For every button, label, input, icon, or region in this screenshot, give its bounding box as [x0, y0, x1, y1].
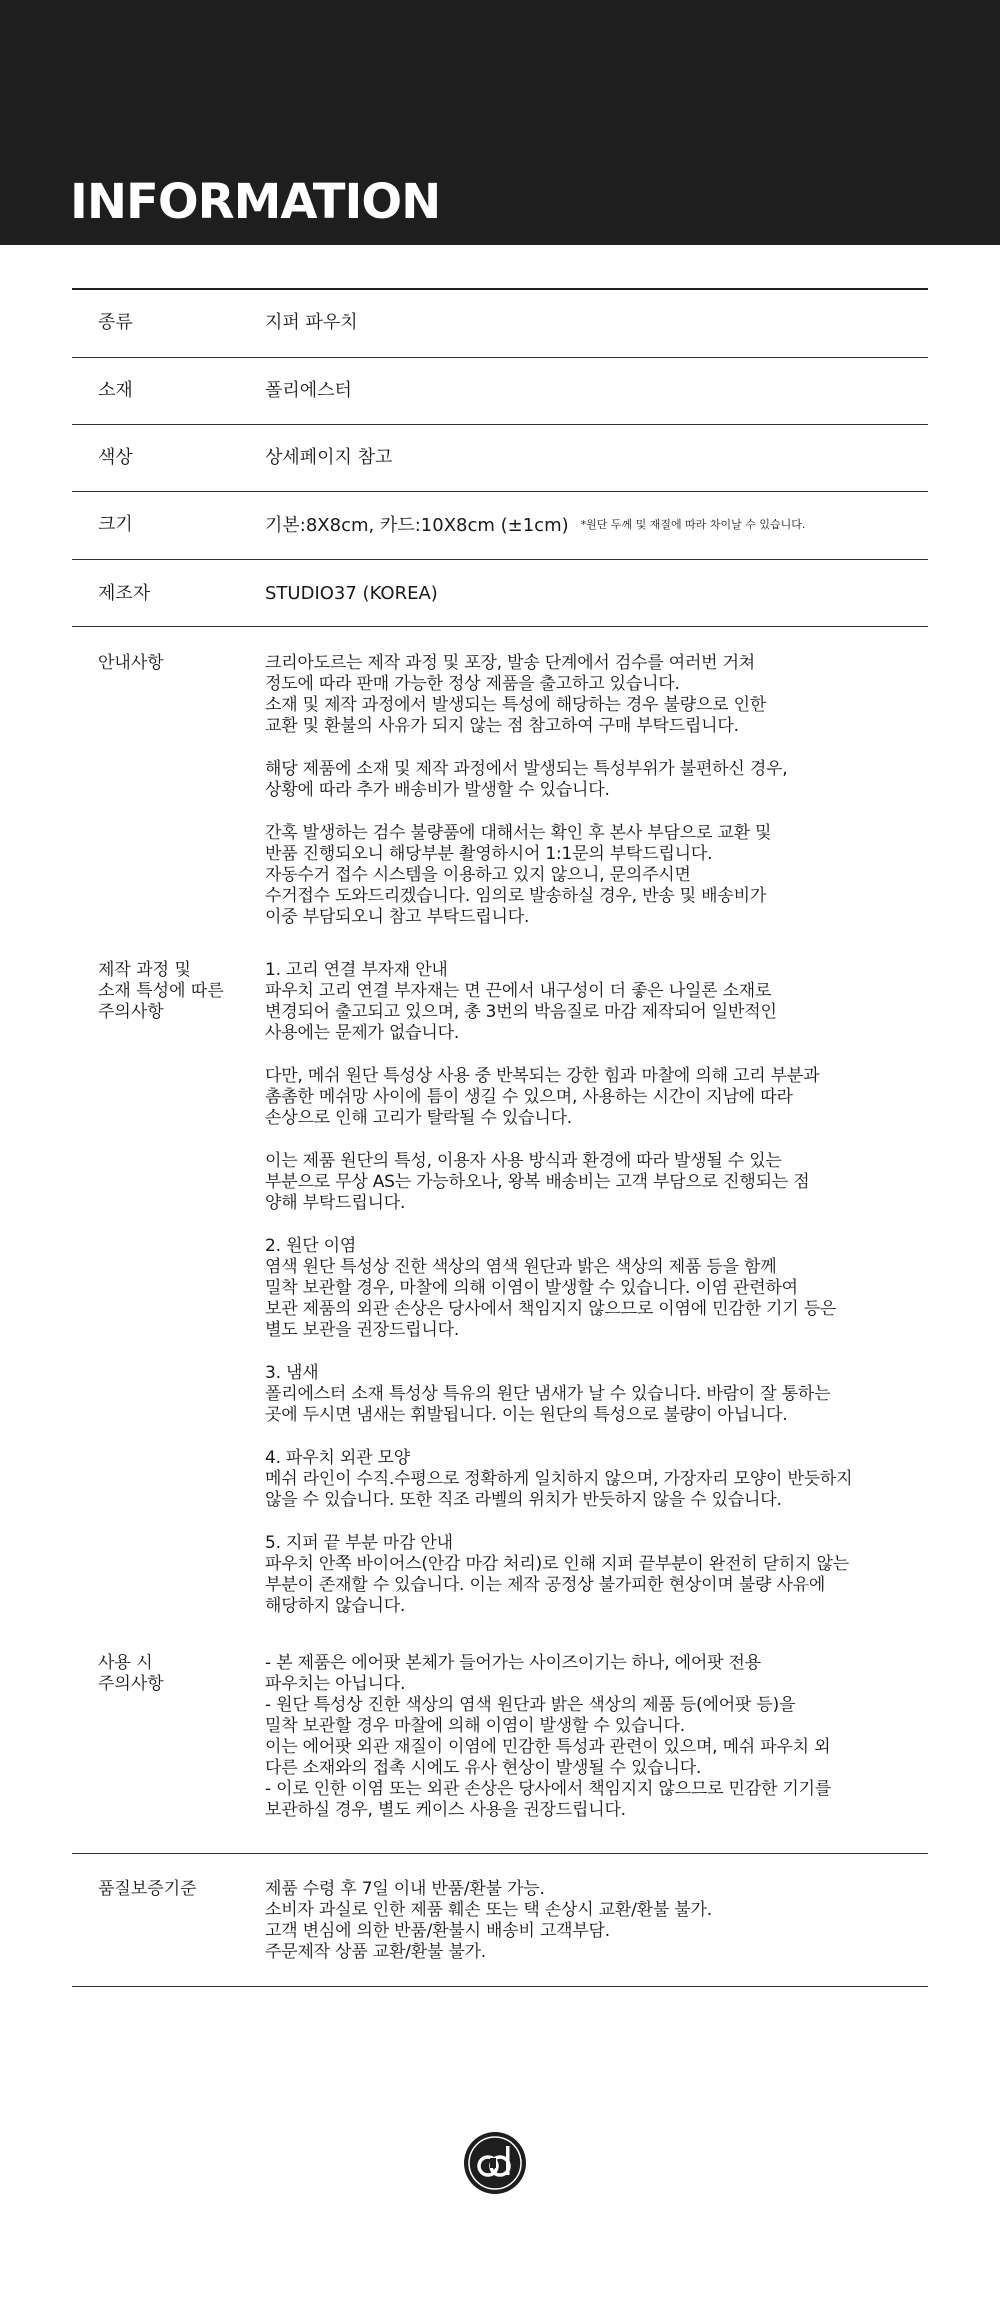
caution-paragraph: 2. 원단 이염 염색 원단 특성상 진한 색상의 염색 원단과 밝은 색상의 제품 등을 함께 밀착 보관할 경우, 마찰에 의해 이염이 발생할 수 있습니다. 이염 관련하여 보관 제품의 외관 손상은 당사에서 책임지지 않으므로 이염에 민감한 기기 등은 별도 보관을 권장드립니다.	[265, 1236, 837, 1340]
caution-paragraph: 다만, 메쉬 원단 특성상 사용 중 반복되는 강한 힘과 마찰에 의해 고리 부분과 촘촘한 메쉬망 사이에 틈이 생길 수 있으며, 사용하는 시간이 지남에 따라 손상으로 인해 고리가 탈락될 수 있습니다.	[265, 1066, 820, 1128]
spec-value-manufacturer: STUDIO37 (KOREA)	[265, 583, 438, 604]
size-value-text: 기본:8X8cm, 카드:10X8cm (±1cm)	[265, 515, 569, 536]
divider	[72, 424, 928, 425]
caution-paragraph: 1. 고리 연결 부자재 안내 파우치 고리 연결 부자재는 면 끈에서 내구성이 더 좋은 나일론 소재로 변경되어 출고되고 있으며, 총 3번의 박음질로 마감 제작되어 일반적인 사용에는 문제가 없습니다.	[265, 960, 777, 1043]
spec-label-color: 색상	[98, 447, 133, 468]
page-title: INFORMATION	[70, 174, 441, 230]
spec-value-color: 상세페이지 참고	[265, 447, 393, 468]
size-note: *원단 두께 및 재질에 따라 차이날 수 있습니다.	[580, 518, 806, 531]
spec-value-size	[265, 514, 805, 537]
notice-paragraph: 해당 제품에 소재 및 제작 과정에서 발생되는 특성부위가 불편하신 경우, 상황에 따라 추가 배송비가 발생할 수 있습니다.	[265, 759, 788, 800]
warranty-label: 품질보증기준	[98, 1879, 197, 1899]
notice-label: 안내사항	[98, 653, 164, 673]
header-banner	[0, 0, 1000, 245]
usage-content	[265, 1653, 925, 1821]
spec-value-material: 폴리에스터	[265, 380, 352, 401]
usage-paragraph: - 본 제품은 에어팟 본체가 들어가는 사이즈이기는 하나, 에어팟 전용 파우치는 아닙니다. - 원단 특성상 진한 색상의 염색 원단과 밝은 색상의 제품 등(에어팟 등)을 밀착 보관할 경우 마찰에 의해 이염이 발생할 수 있습니다. 이는 에어팟 외관 재질이 이염에 민감한 특성과 관련이 있으며, 메쉬 파우치 외 다른 소재와의 접촉 시에도 유사 현상이 발생될 수 있습니다. - 이로 인한 이염 또는 외관 손상은 당사에서 책임지지 않으므로 민감한 기기를 보관하실 경우, 별도 케이스 사용을 권장드립니다.	[265, 1653, 832, 1820]
caution-paragraph: 5. 지퍼 끝 부분 마감 안내 파우치 안쪽 바이어스(안감 마감 처리)로 인해 지퍼 끝부분이 완전히 닫히지 않는 부분이 존재할 수 있습니다. 이는 제작 공정상 불가피한 현상이며 불량 사유에 해당하지 않습니다.	[265, 1533, 850, 1616]
spec-label-manufacturer: 제조자	[98, 583, 151, 604]
caution-paragraph: 3. 냄새 폴리에스터 소재 특성상 특유의 원단 냄새가 날 수 있습니다. 바람이 잘 통하는 곳에 두시면 냄새는 휘발됩니다. 이는 원단의 특성으로 불량이 아닙니다.	[265, 1363, 831, 1425]
divider	[72, 1853, 928, 1854]
usage-label: 사용 시 주의사항	[98, 1653, 164, 1694]
caution-paragraph: 4. 파우치 외관 모양 메쉬 라인이 수직.수평으로 정확하게 일치하지 않으며, 가장자리 모양이 반듯하지 않을 수 있습니다. 또한 직조 라벨의 위치가 반듯하지 않을 수 있습니다.	[265, 1448, 853, 1510]
caution-label: 제작 과정 및 소재 특성에 따른 주의사항	[98, 960, 224, 1022]
warranty-content	[265, 1879, 925, 1963]
caution-paragraph: 이는 제품 원단의 특성, 이용자 사용 방식과 환경에 따라 발생될 수 있는 부분으로 무상 AS는 가능하오나, 왕복 배송비는 고객 부담으로 진행되는 점 양해 부탁드립니다.	[265, 1151, 810, 1213]
warranty-paragraph: 제품 수령 후 7일 이내 반품/환불 가능. 소비자 과실로 인한 제품 훼손 또는 택 손상시 교환/환불 불가. 고객 변심에 의한 반품/환불시 배송비 고객부담. 주문제작 상품 교환/환불 불가.	[265, 1879, 712, 1962]
caution-content	[265, 960, 925, 1617]
divider	[72, 559, 928, 560]
notice-paragraph: 크리아도르는 제작 과정 및 포장, 발송 단계에서 검수를 여러번 거쳐 정도에 따라 판매 가능한 정상 제품을 출고하고 있습니다. 소재 및 제작 과정에서 발생되는 특성에 해당하는 경우 불량으로 인한 교환 및 환불의 사유가 되지 않는 점 참고하여 구매 부탁드립니다.	[265, 653, 767, 736]
notice-paragraph: 간혹 발생하는 검수 불량품에 대해서는 확인 후 본사 부담으로 교환 및 반품 진행되오니 해당부분 촬영하시어 1:1문의 부탁드립니다. 자동수거 접수 시스템을 이용하고 있지 않으니, 문의주시면 수거접수 도와드리겠습니다. 임의로 발송하실 경우, 반송 및 배송비가 이중 부담되오니 참고 부탁드립니다.	[265, 823, 772, 927]
spec-label-type: 종류	[98, 312, 133, 333]
spec-value-type: 지퍼 파우치	[265, 312, 358, 333]
divider	[72, 491, 928, 492]
divider	[72, 1986, 928, 1987]
divider	[72, 626, 928, 627]
brand-logo-icon	[462, 2130, 528, 2196]
divider	[72, 288, 928, 290]
spec-label-material: 소재	[98, 380, 133, 401]
divider	[72, 357, 928, 358]
spec-label-size: 크기	[98, 514, 133, 535]
notice-content	[265, 653, 925, 928]
